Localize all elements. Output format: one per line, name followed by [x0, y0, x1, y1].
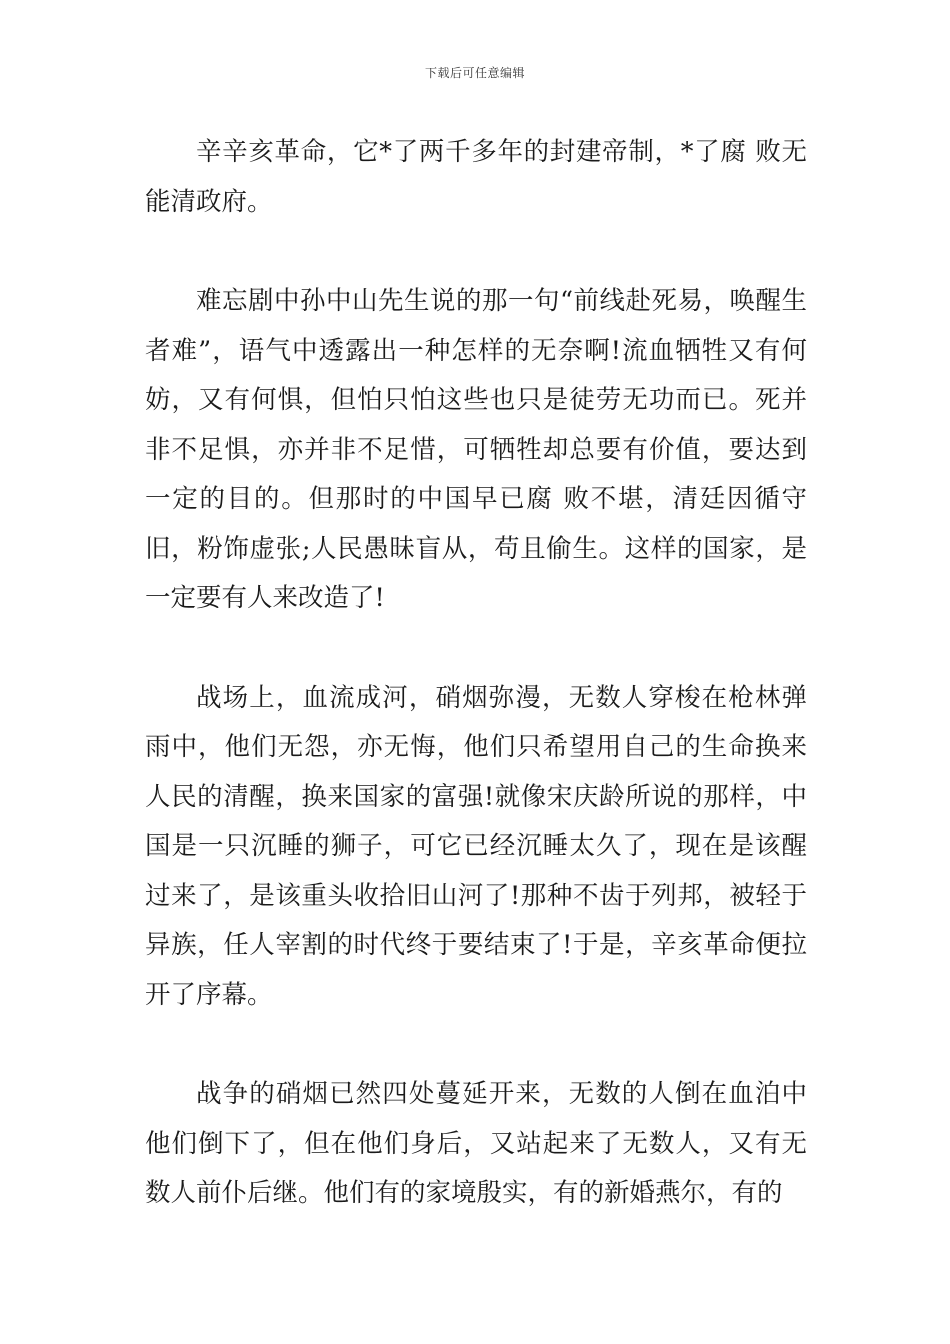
- page-header: 下载后可任意编辑: [424, 66, 525, 80]
- paragraph-spacer: [145, 227, 807, 277]
- paragraph-spacer: [145, 624, 807, 674]
- paragraph-2: 难忘剧中孙中山先生说的那一句“前线赴死易，唤醒生者难”，语气中透露出一种怎样的无奈啊!流血牺牲又有何妨，又有何惧，但怕只怕这些也只是徒劳无功而已。死并非不足惧，亦并非不足惜，可牺牲却总要有价值，要达到一定的目的。但那时的中国早已腐 败不堪，清廷因循守旧，粉饰虚张;人民愚昧盲从，苟且偷生。这样的国家，是一定要有人来改造了!: [145, 286, 807, 613]
- paragraph-spacer: [145, 1020, 807, 1070]
- paragraph-4: 战争的硝烟已然四处蔓延开来，无数的人倒在血泊中他们倒下了，但在他们身后，又站起来了无数人，又有无数人前仆后继。他们有的家境殷实，有的新婚燕尔，有的: [145, 1079, 807, 1208]
- paragraph-3: 战场上，血流成河，硝烟弥漫，无数人穿梭在枪林弹雨中，他们无怨，亦无悔，他们只希望用自己的生命换来人民的清醒，换来国家的富强!就像宋庆龄所说的那样，中国是一只沉睡的狮子，可它已经沉睡太久了，现在是该醒过来了，是该重头收拾旧山河了!那种不齿于列邦，被轻于异族，任人宰割的时代终于要结束了!于是，辛亥革命便拉开了序幕。: [145, 682, 807, 1010]
- document-body: [145, 128, 807, 1219]
- paragraph-1: 辛辛亥革命，它*了两千多年的封建帝制，*了腐 败无能清政府。: [145, 137, 807, 217]
